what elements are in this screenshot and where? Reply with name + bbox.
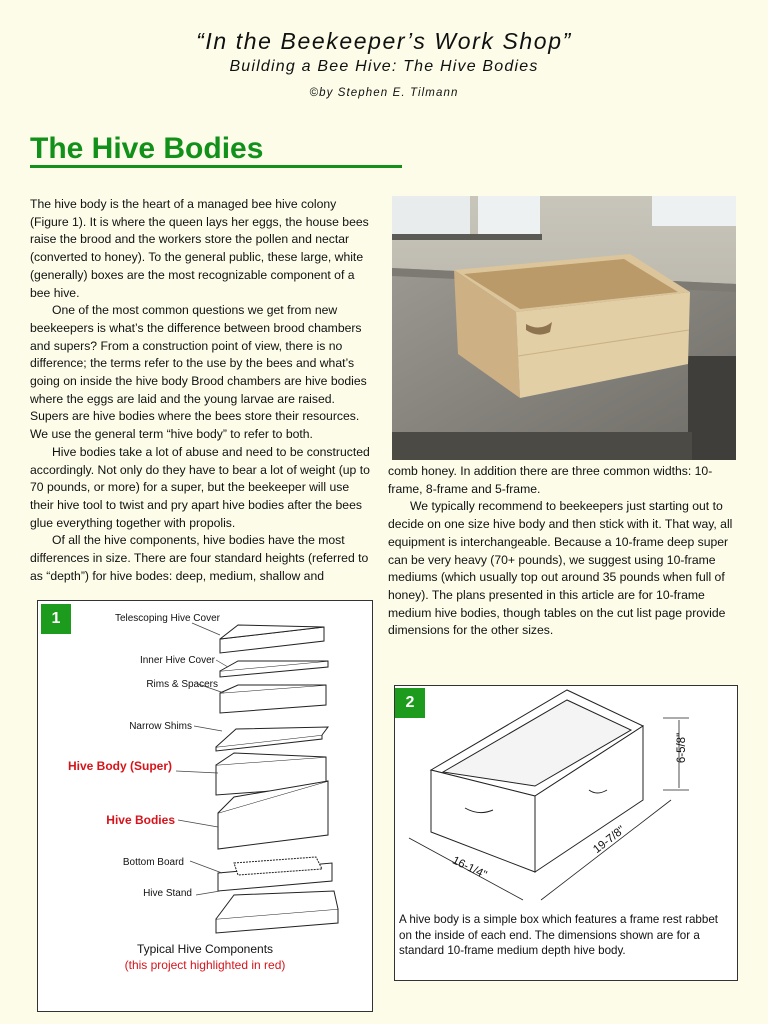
dimension-length: 19-7/8" [591, 823, 628, 857]
title-underline [30, 165, 402, 168]
paragraph: The hive body is the heart of a managed bee hive colony (Figure 1). It is where the queen lays her eggs, the house bees raise the brood and the workers store the pollen and nectar (converted to honey). To the general public, these large, white (generally) boxes are the most recognizable component of a bee hive. [30, 197, 369, 300]
right-text-column [388, 463, 738, 640]
paragraph: We typically recommend to beekeepers just starting out to decide on one size hive body and then stick with it. That way, all equipment is interchangeable. Because a 10-frame deep super can be very heavy (70+ pounds), we suggest using 10-frame mediums (which usually top out around 35 pounds when full of honey). The plans presented in this article are for 10-frame medium hive bodies, though tables on the cut list page provide dimensions for the other sizes. [388, 499, 733, 638]
paragraph: Of all the hive components, hive bodies have the most differences in size. There are four standard heights (referred to as “depth”) for hive bodes: deep, medium, shallow and [30, 533, 369, 583]
hive-body-line-drawing [395, 686, 737, 912]
series-title: “In the Beekeeper’s Work Shop” [196, 28, 572, 54]
section-title: The Hive Bodies [30, 132, 264, 165]
byline: ©by Stephen E. Tilmann [309, 87, 459, 99]
hive-body-photo [392, 196, 736, 460]
figure-hive-components [37, 600, 373, 1012]
paragraph: One of the most common questions we get from new beekeepers is what’s the difference between brood chambers and supers? From a construction point of view, there is no difference; the terms refer to the use by the bees and what’s going on inside the hive body Brood chambers are hive bodies where the eggs are laid and the young larvae are raised. Supers are hive bodies where the bees store their resources. We use the general term “hive body” to refer to both. [30, 303, 367, 442]
label-inner-cover: Inner Hive Cover [139, 655, 215, 666]
figure1-caption: Typical Hive Components [136, 942, 274, 956]
label-hive-bodies: Hive Bodies [106, 813, 175, 827]
label-rims-spacers: Rims & Spacers [146, 679, 218, 690]
label-hive-stand: Hive Stand [143, 888, 192, 899]
figure-number-badge: 2 [395, 688, 425, 718]
article-subtitle: Building a Bee Hive: The Hive Bodies [229, 58, 539, 75]
label-narrow-shims: Narrow Shims [129, 721, 192, 732]
left-text-column [30, 196, 376, 585]
dimension-height: 6-5/8" [676, 732, 689, 764]
label-bottom-board: Bottom Board [122, 857, 184, 868]
figure2-caption: A hive body is a simple box which features a frame rest rabbet on the inside of each end. The dimensions shown are for a standard 10-frame medium depth hive body. [399, 913, 718, 957]
paragraph: Hive bodies take a lot of abuse and need to be constructed accordingly. Not only do they have to bear a lot of weight (up to 70 pounds, or more) for a super, but the beekeeper will use their hive tool to twist and pry apart hive bodies after the bees glue everything together with propolis. [30, 444, 370, 530]
label-telescoping-cover: Telescoping Hive Cover [114, 613, 220, 624]
dimension-width: 16-1/4" [450, 854, 489, 882]
figure1-caption-note: (this project highlighted in red) [124, 958, 286, 972]
paragraph: comb honey. In addition there are three common widths: 10-frame, 8-frame and 5-frame. [388, 464, 713, 496]
figure-number-badge: 1 [41, 604, 71, 634]
label-hive-body-super: Hive Body (Super) [67, 759, 172, 773]
figure-hive-body-dimensions [394, 685, 738, 981]
